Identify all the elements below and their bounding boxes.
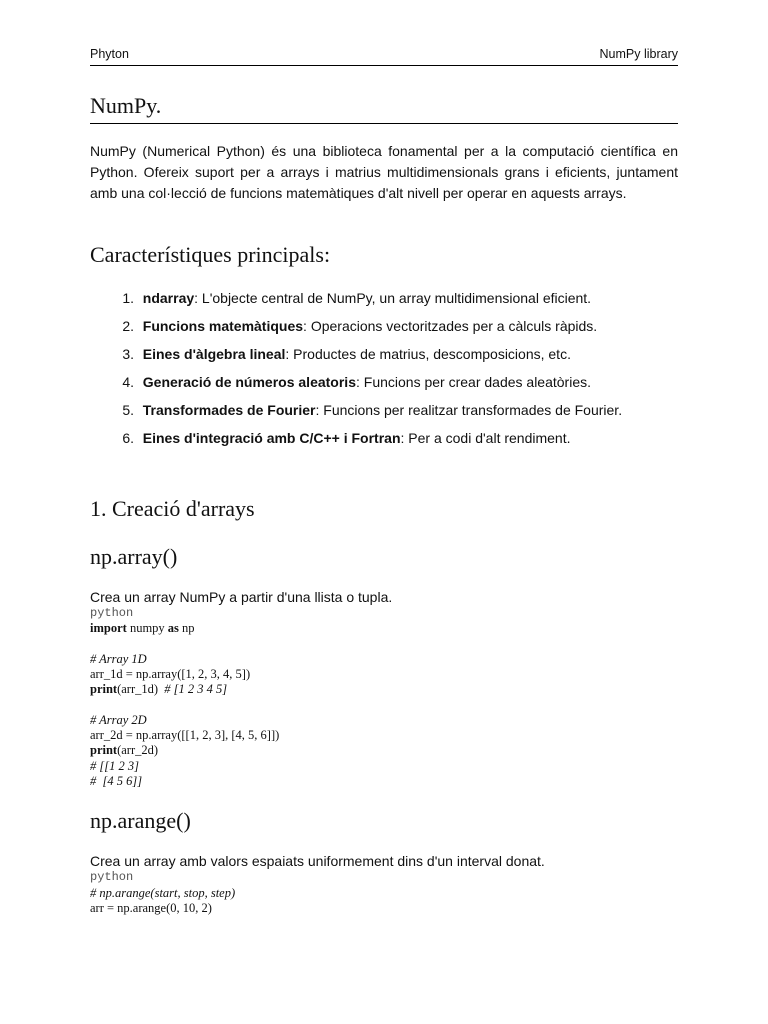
feature-desc: : Per a codi d'alt rendiment. (400, 430, 571, 446)
feature-item: 1. ndarray: L'objecte central de NumPy, un array multidimensional eficient. (122, 290, 592, 306)
np-array-heading: np.array() (90, 544, 178, 569)
feature-desc: : L'objecte central de NumPy, un array multidimensional eficient. (194, 290, 592, 306)
page-header (90, 47, 678, 66)
feature-term: Eines d'àlgebra lineal (142, 346, 286, 362)
feature-item: 2. Funcions matemàtiques: Operacions vectoritzades per a càlculs ràpids. (122, 318, 598, 334)
features-list (90, 288, 690, 456)
feature-desc: : Funcions per crear dades aleatòries. (355, 374, 591, 390)
code-language-label: python (90, 870, 134, 884)
intro-paragraph: NumPy (Numerical Python) és una biblioteca fonamental per a la computació científica en Python. Ofereix suport per a arrays i matrius multidimensionals grans i eficients, juntament amb una col·lecció de funcions matemàtiques d'alt nivell per operar en aquests arrays. (90, 143, 678, 201)
feature-desc: : Funcions per realitzar transformades de Fourier. (315, 402, 623, 418)
feature-term: ndarray (142, 290, 195, 306)
feature-item: 5. Transformades de Fourier: Funcions per realitzar transformades de Fourier. (122, 402, 623, 418)
feature-term: Transformades de Fourier (142, 402, 316, 418)
feature-item: 6. Eines d'integració amb C/C++ i Fortran: Per a codi d'alt rendiment. (122, 430, 571, 446)
feature-term: Funcions matemàtiques (142, 318, 304, 334)
header-right: NumPy library (599, 47, 678, 61)
document-title: NumPy. (90, 93, 678, 124)
feature-term: Generació de números aleatoris (142, 374, 356, 390)
np-arange-heading: np.arange() (90, 808, 191, 833)
code-language-label: python (90, 606, 134, 620)
header-left: Phyton (90, 47, 129, 61)
features-heading: Característiques principals: (90, 242, 331, 267)
feature-term: Eines d'integració amb C/C++ i Fortran (142, 430, 401, 446)
np-array-code-block: import numpy as np # Array 1D arr_1d = np.array([1, 2, 3, 4, 5]) print(arr_1d) # [1 2 3 4 5] # Array 2D arr_2d = np.array([[1, 2, 3], [4, 5, 6]]) print(arr_2d) # [[1 2 3] # [4 5 6]] (90, 621, 280, 788)
np-arange-code-block: # np.arange(start, stop, step) arr = np.arange(0, 10, 2) (90, 886, 236, 916)
feature-desc: : Operacions vectoritzades per a càlculs ràpids. (303, 318, 598, 334)
feature-item: 4. Generació de números aleatoris: Funcions per crear dades aleatòries. (122, 374, 591, 390)
feature-desc: : Productes de matrius, descomposicions, etc. (285, 346, 571, 362)
np-array-description: Crea un array NumPy a partir d'una llista o tupla. (90, 589, 393, 605)
feature-item: 3. Eines d'àlgebra lineal: Productes de matrius, descomposicions, etc. (122, 346, 571, 362)
np-arange-description: Crea un array amb valors espaiats uniformement dins d'un interval donat. (90, 853, 545, 869)
section-heading: 1. Creació d'arrays (90, 496, 255, 521)
